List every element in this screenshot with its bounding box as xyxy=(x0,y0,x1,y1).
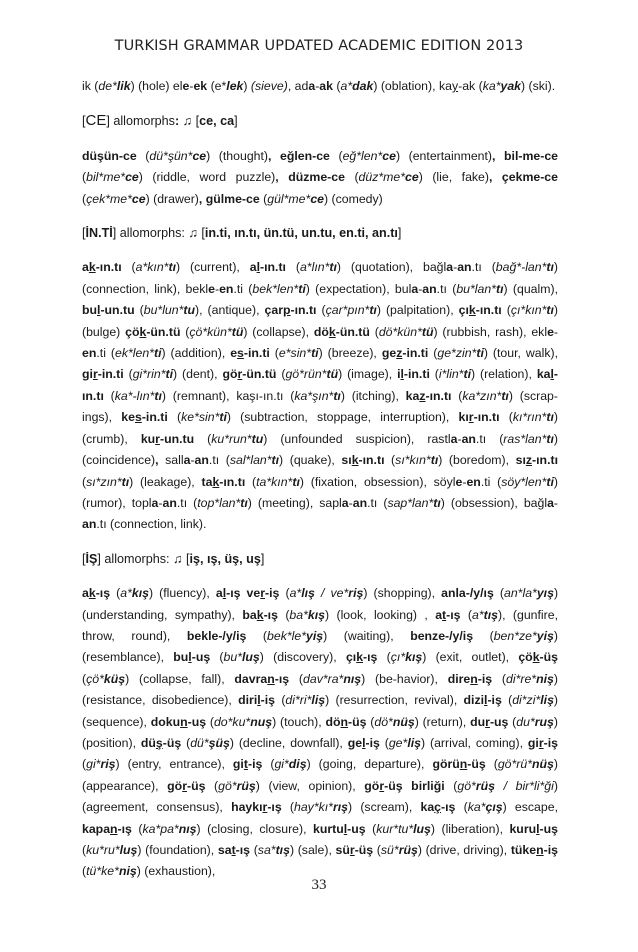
page-header: TURKISH GRAMMAR UPDATED ACADEMIC EDITION 2013 xyxy=(114,38,524,54)
paragraph-inti-examples: ak-ın.tı (a*kın*tı) (current), al-ın.tı (a*lın*tı) (quotation), bağla-an.tı (bağ*-lan*tı) (connection, link), bekle-en.ti (bek*len*ti) (expectation), bula-an.tı (bu*lan*tı) (qualm), bul-un.tu (bu*lun*tu), (antique), çarp-ın.tı (çar*pın*tı) (palpitation), çık-ın.tı (çı*kın*tı) (bulge) çök-ün.tü (çö*kün*tü) (collapse), dök-ün.tü (dö*kün*tü) (rubbish, rash), ekle-en.ti (ek*len*ti) (addition), es-in.ti (e*sin*ti) (breeze), gez-in.ti (ge*zin*ti) (tour, walk), gir-in.ti (gi*rin*ti) (dent), gör-ün.tü (gö*rün*tü) (image), il-in.ti (i*lin*ti) (relation), kal-ın.tı (ka*-lın*tı) (remnant), kaşı-ın.tı (ka*şın*tı) (itching), kaz-ın.tı (ka*zın*tı) (scrap-ings), kes-in.ti (ke*sin*ti) (subtraction, stoppage, interruption), kır-ın.tı (kı*rın*tı) (crumb), kur-un.tu (ku*run*tu) (unfounded suspicion), rastla-an.tı (ras*lan*tı) (coincidence), salla-an.tı (sal*lan*tı) (quake), sık-ın.tı (sı*kın*tı) (boredom), sız-ın.tı (sı*zın*tı) (leakage), tak-ın.tı (ta*kın*tı) (fixation, obsession), söyle-en.ti (söy*len*ti) (rumor), topla-an.tı (top*lan*tı) (meeting), sapla-an.tı (sap*lan*tı) (obsession), bağla-an.tı (connection, link). xyxy=(82,260,559,532)
heading-inti-allomorphs: [İN.Tİ] allomorphs: ♫ [in.ti, ın.tı, ün.tü, un.tu, en.ti, an.tı] xyxy=(82,226,402,241)
heading-ce-allomorphs: [CE] allomorphs: ♫ [ce, ca] xyxy=(82,112,238,130)
page-number-text: 33 xyxy=(311,877,327,893)
page-body xyxy=(82,76,558,883)
paragraph-is-examples: ak-ış (a*kış) (fluency), al-ış ver-iş (a*lış / ve*riş) (shopping), anla-/y/ış (an*la*yış) (understanding, sympathy), bak-ış (ba*kış) (look, looking) , at-ış (a*tış), (gunfire, throw, round), bekle-/y/iş (bek*le*yiş) (waiting), benze-/y/iş (ben*ze*yiş) (resemblance), bul-uş (bu*luş) (discovery), çık-ış (çı*kış) (exit, outlet), çök-üş (çö*küş) (collapse, fall), davran-ış (dav*ra*nış) (be-havior), diren-iş (di*re*niş) (resistance, disobedience), diril-iş (di*ri*liş) (resurrection, revival), dizil-iş (di*zi*liş) (sequence), dokun-uş (do*ku*nuş) (touch), dön-üş (dö*nüş) (return), dur-uş (du*ruş) (position), düş-üş (dü*şüş) (decline, downfall), gel-iş (ge*liş) (arrival, coming), gir-iş (gi*riş) (entry, entrance), git-iş (gi*diş) (going, departure), görün-üş (gö*rü*nüş) (appearance), gör-üş (gö*rüş) (view, opinion), gör-üş birliği (gö*rüş / bir*li*ği) (agreement, consensus), haykır-ış (hay*kı*rış) (scream), kaç-ış (ka*çış) escape, kapan-ış (ka*pa*nış) (closing, closure), kurtul-uş (kur*tu*luş) (liberation), kurul-uş (ku*ru*luş) (foundation), sat-ış (sa*tış) (sale), sür-üş (sü*rüş) (drive, driving), tüken-iş (tü*ke*niş) (exhaustion), xyxy=(82,586,559,879)
paragraph-ik-suffix-examples: ik (de*lik) (hole) ele-ek (e*lek) (sieve), ada-ak (a*dak) (oblation), kay-ak (ka*yak) (ski). xyxy=(82,79,556,93)
heading-is-allomorphs: [İŞ] allomorphs: ♫ [iş, ış, üş, uş] xyxy=(82,551,265,566)
paragraph-ce-examples: düşün-ce (dü*şün*ce) (thought), eğlen-ce (eğ*len*ce) (entertainment), bil-me-ce (bil*me*ce) (riddle, word puzzle), düzme-ce (düz*me*ce) (lie, fake), çekme-ce (çek*me*ce) (drawer), gülme-ce (gül*me*ce) (comedy) xyxy=(82,148,558,206)
page-number xyxy=(0,877,638,894)
